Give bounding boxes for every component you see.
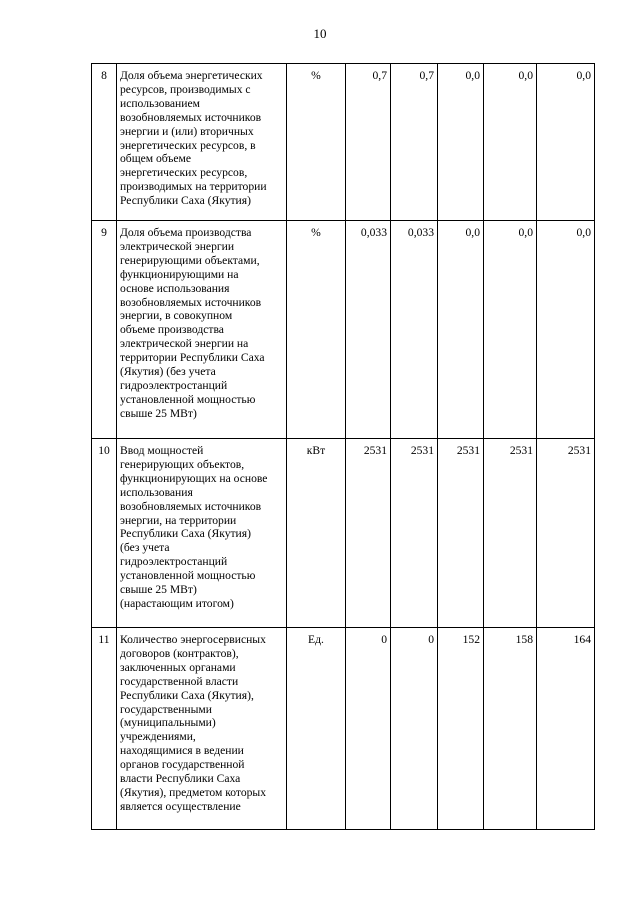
value-cell: 2531 <box>391 439 438 628</box>
value-cell: 0,033 <box>391 221 438 439</box>
indicator-name: Ввод мощностей генерирующих объектов, функционирующих на основе использования возобновляемых источников энергии, на территории Республики Саха (Якутия) (без учета гидроэлектростанций установленной мощностью свыше 25 МВт) (нарастающим итогом) <box>117 439 287 628</box>
indicator-name: Доля объема энергетических ресурсов, производимых с использованием возобновляемых источников энергии и (или) вторичных энергетических ресурсов, в общем объеме энергетических ресурсов, производимых на территории Республики Саха (Якутия) <box>117 64 287 221</box>
row-number: 9 <box>92 221 117 439</box>
page-number: 10 <box>313 26 327 41</box>
value-cell: 2531 <box>484 439 537 628</box>
value-cell: 0,0 <box>484 221 537 439</box>
unit-cell: % <box>287 64 346 221</box>
row-number: 8 <box>92 64 117 221</box>
table-row <box>92 64 595 221</box>
row-number: 11 <box>92 628 117 830</box>
value-cell: 0,0 <box>438 221 484 439</box>
unit-cell: % <box>287 221 346 439</box>
table-row <box>92 628 595 830</box>
value-cell: 2531 <box>438 439 484 628</box>
row-number: 10 <box>92 439 117 628</box>
value-cell: 0,7 <box>391 64 438 221</box>
indicator-name: Количество энергосервисных договоров (контрактов), заключенных органами государственной власти Республики Саха (Якутия), государственными (муниципальными) учреждениями, находящимися в ведении органов государственной власти Республики Саха (Якутия), предметом которых является осуществление <box>117 628 287 830</box>
unit-cell: кВт <box>287 439 346 628</box>
value-cell: 164 <box>537 628 595 830</box>
value-cell: 0,033 <box>346 221 391 439</box>
indicators-table <box>91 63 595 830</box>
value-cell: 2531 <box>537 439 595 628</box>
indicator-name: Доля объема производства электрической энергии генерирующими объектами, функционирующими на основе использования возобновляемых источников энергии, в совокупном объеме производства электрической энергии на территории Республики Саха (Якутия) (без учета гидроэлектростанций установленной мощностью свыше 25 МВт) <box>117 221 287 439</box>
value-cell: 0,0 <box>438 64 484 221</box>
value-cell: 158 <box>484 628 537 830</box>
unit-cell: Ед. <box>287 628 346 830</box>
value-cell: 0,0 <box>537 221 595 439</box>
table-row <box>92 439 595 628</box>
value-cell: 2531 <box>346 439 391 628</box>
value-cell: 0 <box>346 628 391 830</box>
table-row <box>92 221 595 439</box>
value-cell: 152 <box>438 628 484 830</box>
indicators-table-body <box>92 64 595 830</box>
value-cell: 0,0 <box>484 64 537 221</box>
value-cell: 0,0 <box>537 64 595 221</box>
value-cell: 0 <box>391 628 438 830</box>
value-cell: 0,7 <box>346 64 391 221</box>
